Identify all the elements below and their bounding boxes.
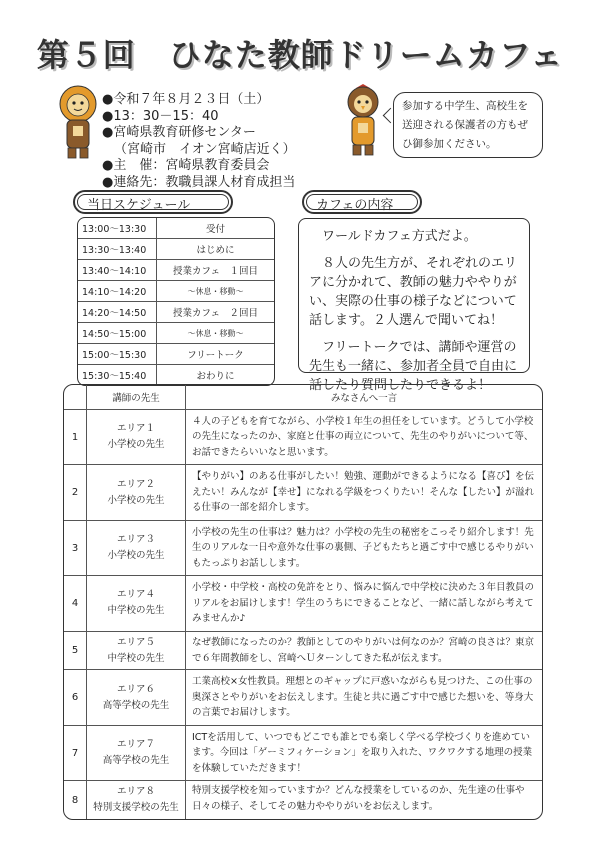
teacher-cell [87,465,186,520]
schedule-label: ～休息・移動～ [187,286,244,296]
schedule-label: 受付 [205,224,225,235]
schedule-label: ～休息・移動～ [187,328,244,338]
teacher-row [64,631,542,670]
area-label: エリア７ [116,739,155,751]
teacher-table [63,384,543,820]
schedule-time: 14:10～14:20 [78,281,157,301]
schedule-time: 14:20～14:50 [78,302,157,322]
school-type: 小学校の先生 [107,439,165,451]
schedule-label: フリートーク [187,350,244,361]
row-number: 5 [64,631,87,670]
area-label: エリア３ [116,534,155,546]
schedule-time: 13:00～13:30 [78,218,157,238]
schedule-time: 14:50～15:00 [78,323,157,343]
schedule-heading: 当日スケジュール [73,190,233,214]
schedule-time: 13:30～13:40 [78,239,157,259]
teacher-message: なぜ教師になったのか？教師としてのやりがいは何なのか？宮崎の良さは？東京で６年間教師をし、宮崎へＵターンしてきた私が伝えます。 [186,631,543,670]
cafe-paragraph-3: フリートークでは、講師や運営の先生も一緒に、参加者全員で自由に話したり質問したりできるよ！ [309,340,518,393]
header-teacher: 講師の先生 [87,385,186,410]
event-info [102,92,296,191]
page-title: 第５回 ひなた教師ドリームカフェ [36,36,564,74]
school-type: 中学校の先生 [107,605,165,617]
schedule-label: 授業カフェ １回目 [172,266,259,277]
teacher-cell [87,670,186,725]
header-message: みなさんへ一言 [186,385,543,410]
speech-bubble: 参加する中学生、高校生を送迎される保護者の方もぜひ御参加ください。 [393,92,543,158]
teacher-row [64,725,542,780]
school-type: 高等学校の先生 [102,699,170,711]
teacher-message: 小学校の先生の仕事は？魅力は？小学校の先生の秘密をこっそり紹介します！先生のリアルな一日や意外な仕事の裏側、子どもたちと過ごす中で感じるやりがいもたっぷりお話しします。 [186,520,543,575]
schedule-time: 15:00～15:30 [78,344,157,364]
teacher-cell [87,781,186,819]
school-type: 特別支援学校の先生 [93,802,179,814]
school-type: 高等学校の先生 [102,755,170,767]
teacher-message: ICTを活用して、いつでもどこでも誰とでも楽しく学べる学校づくりを進めています。今回は「ゲーミフィケーション」を取り入れた、ワクワクする地理の授業を体験していただきます！ [186,725,543,780]
row-number: 7 [64,725,87,780]
event-contact: ●連絡先：教職員課人材育成担当 [102,174,296,190]
school-type: 小学校の先生 [107,550,165,562]
teacher-cell [87,576,186,631]
teacher-row [64,410,542,465]
teacher-table-header [64,385,542,410]
cafe-paragraph-1: ワールドカフェ方式だよ。 [322,229,477,244]
cafe-description [298,218,530,393]
row-number: 6 [64,670,87,725]
schedule-row [78,365,274,385]
event-date: ●令和７年８月２３日（土） [102,92,270,107]
schedule-row [78,239,274,260]
teacher-message: 工業高校×女性教員。理想とのギャップに戸惑いながらも見つけた、この仕事の奥深さとやりがいをお伝えします。生徒と共に過ごす中で感じた想いを、等身大の言葉でお届けします。 [186,670,543,725]
lion-mascot-icon [55,84,101,162]
teacher-row [64,670,542,725]
area-label: エリア５ [116,636,155,648]
schedule-time: 13:40～14:10 [78,260,157,280]
bird-mascot-icon [342,84,384,160]
school-type: 中学校の先生 [107,652,165,664]
schedule-label: 授業カフェ ２回目 [172,308,259,319]
teacher-cell [87,631,186,670]
row-number: 1 [64,410,87,465]
teacher-message: ４人の子どもを育てながら、小学校１年生の担任をしています。どうして小学校の先生になったのか、家庭と仕事の両立について、先生のやりがいについて等、お話できたらいいなと思います。 [186,410,543,465]
cafe-paragraph-2: ８人の先生方が、それぞれのエリアに分かれて、教師の魅力ややりがい、実際の仕事の様子などについて話します。２人選んで聞いてね！ [309,256,518,328]
row-number: 3 [64,520,87,575]
event-organizer: ●主 催：宮崎県教育委員会 [102,158,270,173]
teacher-cell [87,725,186,780]
teacher-message: 特別支援学校を知っていますか？どんな授業をしているのか、先生達の仕事や日々の様子、そしてその魅力ややりがいをお伝えします。 [186,781,543,819]
header-num [64,385,87,410]
schedule-row [78,302,274,323]
schedule-row [78,260,274,281]
teacher-row [64,465,542,520]
cafe-heading: カフェの内容 [302,190,422,214]
schedule-row [78,218,274,239]
teacher-message: 【やりがい】のある仕事がしたい！勉強、運動ができるようになる【喜び】を伝えたい！みんなが【幸せ】になれる学級をつくりたい！そんな【したい】が溢れる仕事の一部を紹介します。 [186,465,543,520]
teacher-row [64,576,542,631]
schedule-row [78,323,274,344]
schedule-label: おわりに [196,371,235,382]
row-number: 4 [64,576,87,631]
area-label: エリア４ [116,589,155,601]
teacher-row [64,781,542,819]
teacher-cell [87,520,186,575]
event-time: ●13：30－15：40 [102,108,219,124]
schedule-row [78,344,274,365]
area-label: エリア１ [116,423,155,435]
event-venue-note: （宮崎市 イオン宮崎店近く） [114,141,296,157]
teacher-row [64,520,542,575]
area-label: エリア６ [116,683,155,695]
area-label: エリア２ [116,478,155,490]
teacher-message: 小学校・中学校・高校の免許をとり、悩みに悩んで中学校に決めた３年目教員のリアルをお届けします！学生のうちにできることなど、一緒に話しながら考えてみませんか♪ [186,576,543,631]
area-label: エリア８ [116,786,155,798]
row-number: 2 [64,465,87,520]
event-venue: ●宮崎県教育研修センター [102,125,256,140]
school-type: 小学校の先生 [107,494,165,506]
schedule-time: 15:30～15:40 [78,365,157,385]
schedule-table [77,217,275,386]
schedule-row [78,281,274,302]
row-number: 8 [64,781,87,819]
teacher-cell [87,410,186,465]
schedule-label: はじめに [196,245,235,256]
